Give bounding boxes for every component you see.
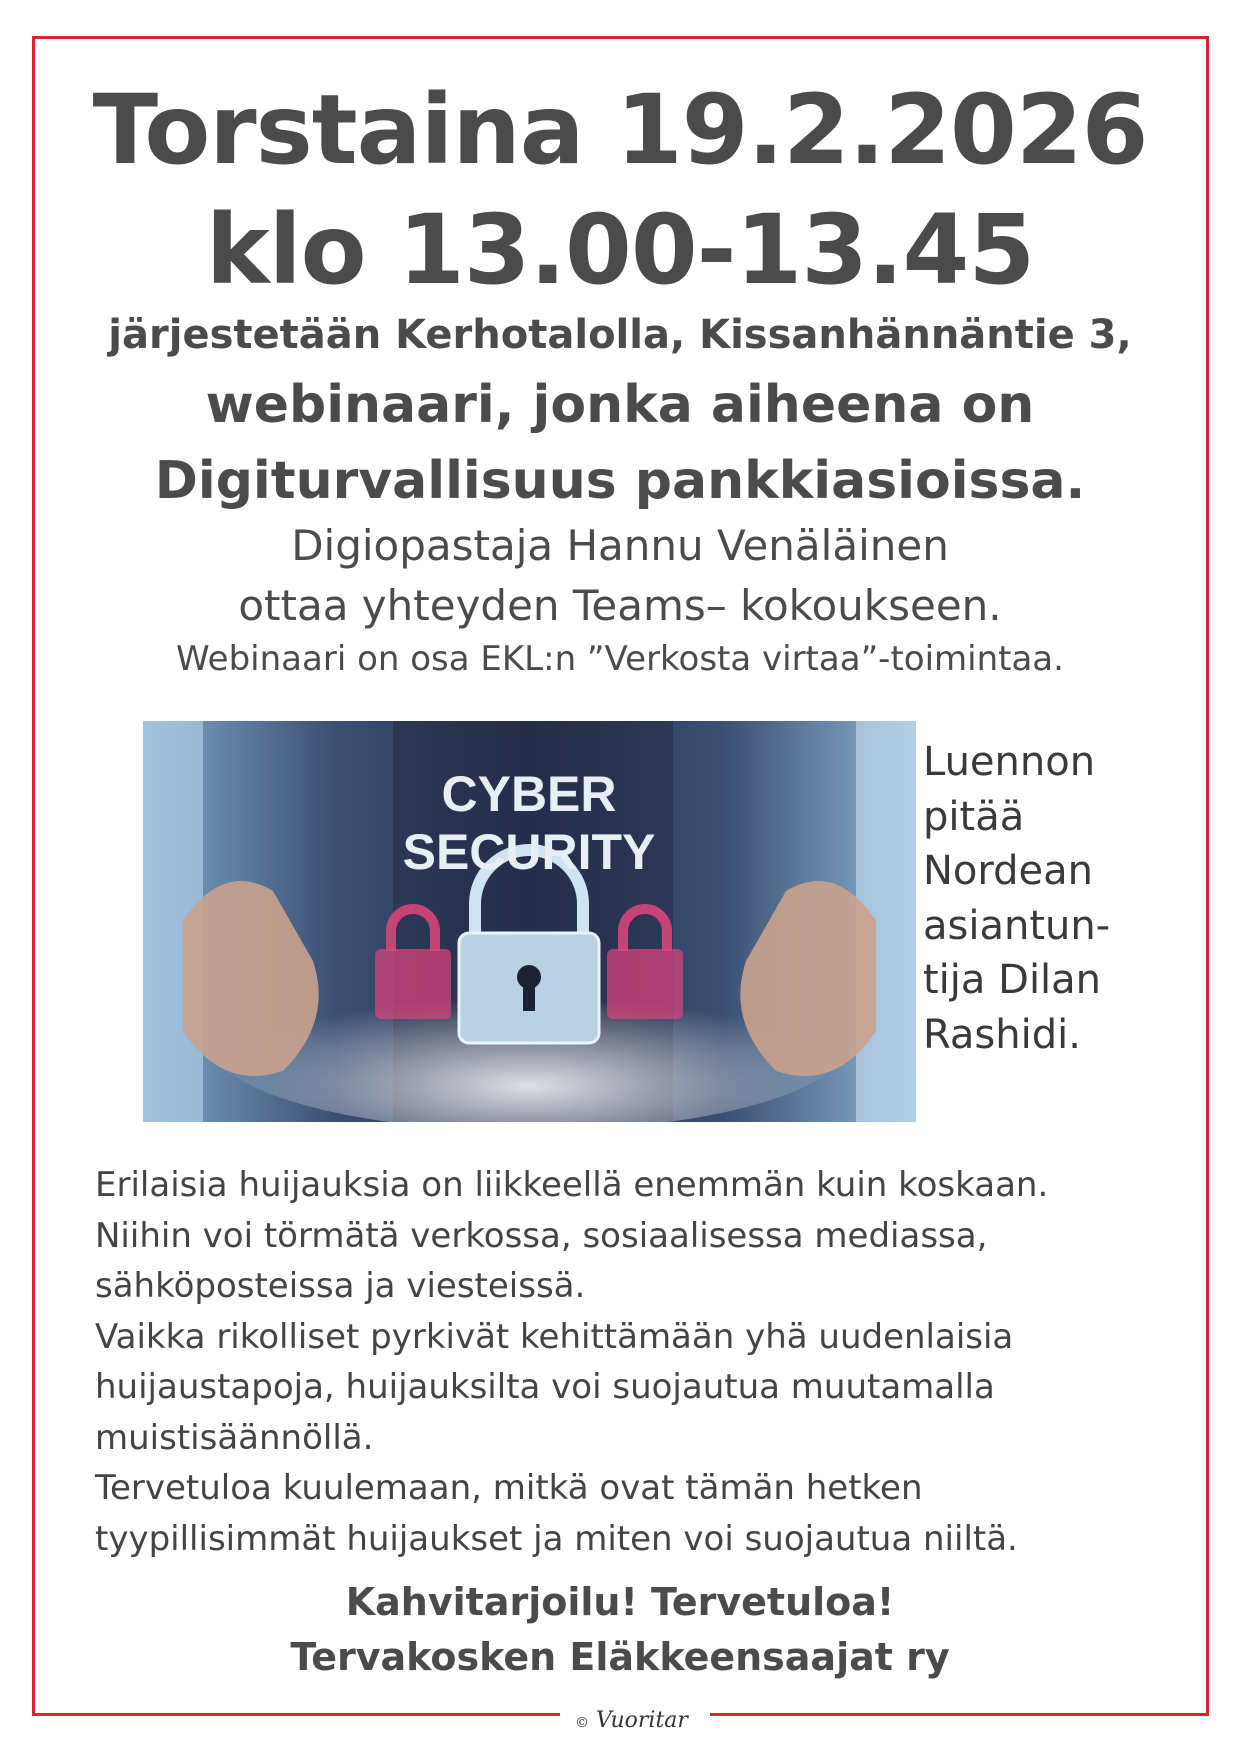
speaker-line: Rashidi.: [923, 1011, 1081, 1058]
copyright-mark: ©: [575, 1715, 589, 1731]
speaker-line: asiantun-: [923, 902, 1111, 949]
signature: [575, 1708, 688, 1733]
description-line: muistisäännöllä.: [95, 1417, 374, 1458]
coffee-note: Kahvitarjoilu! Tervetuloa!: [345, 1580, 895, 1624]
topic-line-2: Digiturvallisuus pankkiasioissa.: [154, 451, 1086, 511]
event-date: Torstaina 19.2.2026: [92, 74, 1148, 186]
speaker-info: [923, 735, 1163, 1062]
host-line-1: Digiopastaja Hannu Venäläinen: [291, 521, 949, 570]
speaker-line: Nordean: [923, 848, 1093, 894]
host-line-2: ottaa yhteyden Teams– kokoukseen.: [238, 581, 1002, 630]
image-text-security: SECURITY: [402, 824, 656, 880]
description-line: sähköposteissa ja viesteissä.: [95, 1266, 586, 1306]
event-time: klo 13.00-13.45: [205, 194, 1035, 306]
cyber-security-image: [143, 721, 916, 1122]
description-line: Tervetuloa kuulemaan, mitkä ovat tämän hetken: [95, 1468, 923, 1508]
organizer: Tervakosken Eläkkeensaajat ry: [290, 1635, 950, 1679]
speaker-line: pitää: [923, 793, 1025, 840]
description-line: tyypillisimmät huijaukset ja miten voi suojautua niiltä.: [95, 1518, 1018, 1559]
speaker-line: Luennon: [923, 739, 1096, 785]
description-line: huijaustapoja, huijauksilta voi suojautua muutamalla: [95, 1367, 995, 1407]
topic-line-1: webinaari, jonka aiheena on: [205, 375, 1035, 435]
speaker-line: tija Dilan: [923, 957, 1102, 1003]
ekl-note: Webinaari on osa EKL:n ”Verkosta virtaa”-toimintaa.: [176, 639, 1064, 679]
description-line: Erilaisia huijauksia on liikkeellä enemmän kuin koskaan.: [95, 1165, 1049, 1205]
description-line: Vaikka rikolliset pyrkivät kehittämään yhä uudenlaisia: [95, 1316, 1014, 1357]
image-text-cyber: CYBER: [441, 766, 617, 822]
signature-text: Vuoritar: [596, 1708, 688, 1733]
event-venue: järjestetään Kerhotalolla, Kissanhännäntie 3,: [108, 312, 1132, 358]
description-line: Niihin voi törmätä verkossa, sosiaalisessa mediassa,: [95, 1215, 988, 1256]
description: [95, 1160, 1195, 1564]
